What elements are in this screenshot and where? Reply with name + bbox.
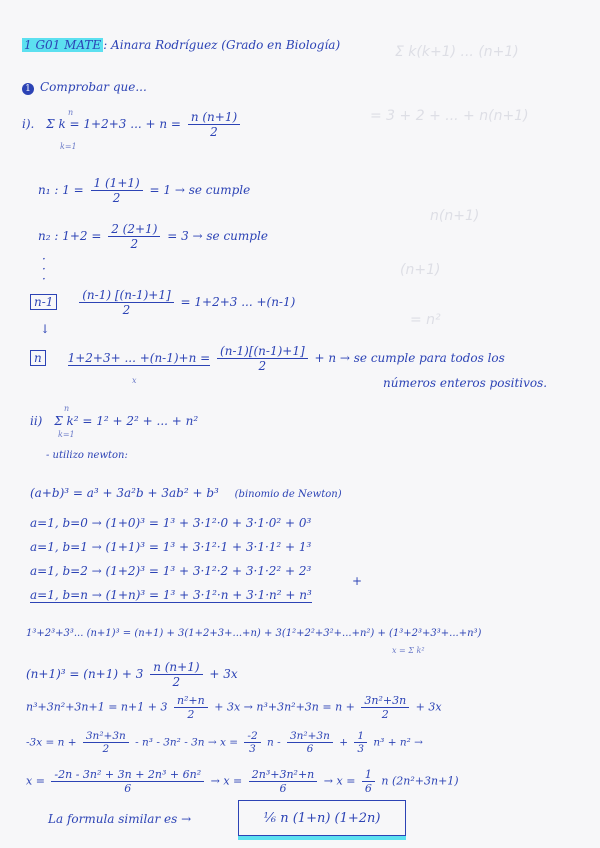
derivation-step-2-rhs: + 3x <box>209 667 238 681</box>
step-n-rhs: + n → se cumple para todos los <box>314 351 505 365</box>
x-definition: x = Σ k² <box>392 646 425 655</box>
step-n2-rhs: = 3 → se cumple <box>167 229 268 243</box>
fraction-denominator: 3 <box>357 743 365 755</box>
derivation-step-3-mid: + 3x → n³+3n²+3n = n + <box>214 700 355 714</box>
part-ii-sum: Σ k² = 1² + 2² + ... + n² <box>54 414 199 428</box>
newton-case-1: a=1, b=0 → (1+0)³ = 1³ + 3·1²·0 + 3·1·0² + 0³ <box>30 516 312 530</box>
fraction-numerator: 1 (1+1) <box>91 176 143 191</box>
fraction-denominator: 2 <box>112 191 121 205</box>
newton-case-4 <box>30 588 312 602</box>
fraction-denominator: 2 <box>102 743 110 755</box>
ellipsis-dot: · <box>42 262 46 276</box>
derivation-step-4 <box>26 730 423 755</box>
step-n-rhs-continued: números enteros positivos. <box>383 376 548 390</box>
step-n2 <box>38 222 268 251</box>
fraction-numerator: n (n+1) <box>188 110 240 125</box>
derivation-step-3-fraction <box>361 694 409 721</box>
fraction-denominator: 2 <box>187 708 195 721</box>
fraction-numerator: 1 <box>362 768 375 782</box>
ellipsis-dot: · <box>42 272 46 286</box>
derivation-step-2 <box>26 660 238 689</box>
step-n1 <box>38 176 250 205</box>
fraction-numerator: 3n²+3n <box>287 730 333 743</box>
fraction-denominator: 2 <box>122 303 131 317</box>
fraction-numerator: 2n³+3n²+n <box>249 768 318 782</box>
fraction-numerator: 1 <box>354 730 367 743</box>
newton-case-2: a=1, b=1 → (1+1)³ = 1³ + 3·1²·1 + 3·1·1² + 1³ <box>30 540 312 554</box>
sum-lower-limit: k=1 <box>58 430 75 439</box>
plus-sign: + <box>352 574 363 588</box>
step-n1-rhs: = 1 → se cumple <box>149 183 251 197</box>
page-header <box>22 38 340 52</box>
fraction-numerator: n (n+1) <box>150 660 202 675</box>
fraction-denominator: 2 <box>130 237 139 251</box>
derivation-step-4-plus: + <box>339 736 349 749</box>
derivation-step-4-lhs: -3x = n + <box>26 736 77 749</box>
step-n-minus-1-rhs: = 1+2+3 ... +(n-1) <box>180 295 296 309</box>
step-n1-lhs: n₁ : 1 = <box>38 183 84 197</box>
fraction-denominator: 2 <box>172 675 181 689</box>
author-line: : Ainara Rodríguez (Grado en Biología) <box>103 38 341 52</box>
fraction-denominator: 2 <box>210 125 218 139</box>
step-n1-fraction <box>91 176 143 205</box>
final-answer-highlight <box>238 836 406 840</box>
step-n-minus-1-fraction <box>79 288 173 317</box>
part-i-statement <box>22 110 243 139</box>
derivation-step-3-lhs: n³+3n²+3n+1 = n+1 + 3 <box>26 700 168 714</box>
fraction-numerator: -2n - 3n² + 3n + 2n³ + 6n² <box>51 768 204 782</box>
fraction-denominator: 3 <box>249 743 256 755</box>
newton-binomial <box>30 486 342 500</box>
final-label: La formula similar es → <box>48 812 192 826</box>
ellipsis-dot: · <box>42 252 46 266</box>
fraction-denominator: 6 <box>306 743 314 755</box>
final-answer-box: ⅙ n (1+n) (1+2n) <box>238 800 406 836</box>
derivation-step-5-result: n (2n²+3n+1) <box>381 774 459 788</box>
derivation-step-4-rhs: n³ + n² → <box>373 736 423 749</box>
derivation-step-4-mid: - n³ - 3n² - 3n → x = <box>135 736 239 749</box>
step-n <box>30 344 505 373</box>
fraction-numerator: (n-1)[(n-1)+1] <box>217 344 308 359</box>
fraction-numerator: n²+n <box>174 694 208 708</box>
derivation-sum: 1³+2³+3³... (n+1)³ = (n+1) + 3(1+2+3+...+n) + 3(1²+2²+3²+...+n²) + (1³+2³+3³+...+n³) <box>26 628 482 639</box>
step-n-minus-1-box: n-1 <box>30 294 57 310</box>
derivation-step-4-term: n - <box>266 736 281 749</box>
derivation-step-3 <box>26 694 442 721</box>
bleed-through-text: (n+1) <box>400 262 441 278</box>
newton-case-3: a=1, b=2 → (1+2)³ = 1³ + 3·1²·2 + 3·1·2² + 2³ <box>30 564 312 578</box>
sum-upper-limit: n <box>68 108 74 117</box>
bleed-through-text: Σ k(k+1) ... (n+1) <box>395 44 519 60</box>
question-number: 1 <box>22 83 34 95</box>
derivation-step-3-rhs: + 3x <box>415 700 442 714</box>
fraction-numerator: 3n²+3n <box>83 730 129 743</box>
part-i-label: i). <box>22 117 35 131</box>
newton-formula: (a+b)³ = a³ + 3a²b + 3ab² + b³ <box>30 486 219 500</box>
arrow-down-icon: ↓ <box>40 322 51 336</box>
step-n2-fraction <box>108 222 160 251</box>
fraction-denominator: 6 <box>364 782 372 795</box>
question-heading <box>22 80 147 95</box>
sum-upper-limit: n <box>64 404 70 413</box>
derivation-step-5 <box>26 768 459 795</box>
fraction-numerator: -2 <box>244 730 260 743</box>
fraction-denominator: 6 <box>124 782 132 795</box>
part-ii-note: - utilizo newton: <box>46 450 128 461</box>
x-mark: x <box>132 376 137 385</box>
derivation-step-2-lhs: (n+1)³ = (n+1) + 3 <box>26 667 144 681</box>
step-n2-lhs: n₂ : 1+2 = <box>38 229 102 243</box>
derivation-step-4-fraction-b <box>244 730 260 755</box>
fraction-numerator: (n-1) [(n-1)+1] <box>79 288 173 303</box>
step-n-fraction <box>217 344 308 373</box>
derivation-step-2-fraction <box>150 660 202 689</box>
bleed-through-text: n(n+1) <box>430 208 480 224</box>
derivation-step-5-fraction-a <box>51 768 204 795</box>
newton-case-4-text: a=1, b=n → (1+n)³ = 1³ + 3·1²·n + 3·1·n² + n³ <box>30 588 312 602</box>
derivation-step-4-fraction-a <box>83 730 129 755</box>
part-i-fraction <box>188 110 240 139</box>
derivation-step-5-fraction-b <box>249 768 318 795</box>
derivation-step-5-arrow-2: → x = <box>323 774 356 788</box>
part-ii-label: ii) <box>30 414 43 428</box>
fraction-numerator: 2 (2+1) <box>108 222 160 237</box>
derivation-step-5-arrow-1: → x = <box>210 774 243 788</box>
part-i-sum: Σ k = 1+2+3 ... + n = <box>46 117 181 131</box>
derivation-step-4-fraction-c <box>287 730 333 755</box>
derivation-step-5-fraction-c <box>362 768 375 795</box>
newton-note: (binomio de Newton) <box>234 489 342 500</box>
derivation-step-3-inner-fraction <box>174 694 208 721</box>
step-n-box: n <box>30 350 46 366</box>
part-ii-statement <box>30 414 198 428</box>
derivation-step-4-fraction-d <box>354 730 367 755</box>
fraction-numerator: 3n²+3n <box>361 694 409 708</box>
course-code: 1 G01 MATE <box>24 38 102 52</box>
sum-lower-limit: k=1 <box>60 142 77 151</box>
step-n-lhs: 1+2+3+ ... +(n-1)+n = <box>67 351 211 365</box>
fraction-denominator: 6 <box>279 782 287 795</box>
derivation-step-5-lhs: x = <box>26 774 45 788</box>
bleed-through-text: = 3 + 2 + ... + n(n+1) <box>370 108 529 124</box>
bleed-through-text: = n² <box>410 312 441 328</box>
fraction-denominator: 2 <box>258 359 267 373</box>
question-title: Comprobar que... <box>40 80 147 94</box>
step-n-minus-1 <box>30 288 295 317</box>
fraction-denominator: 2 <box>381 708 389 721</box>
